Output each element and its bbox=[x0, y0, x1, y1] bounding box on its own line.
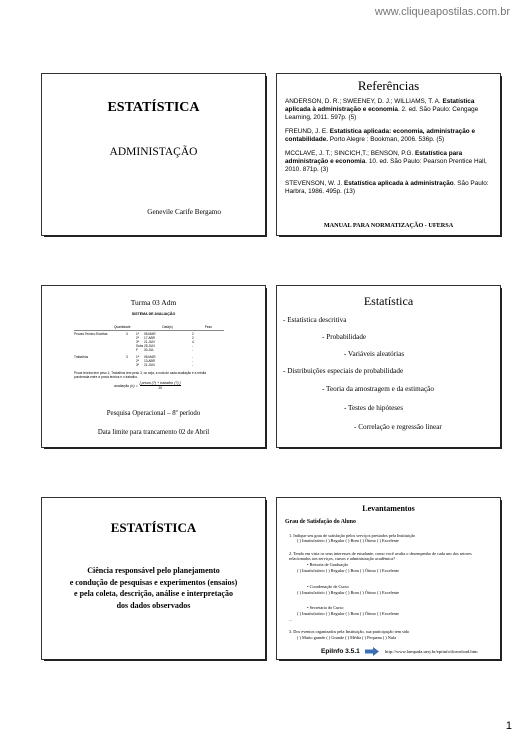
slide6-subtitle: Grau de Satisfação do Aluno bbox=[285, 519, 356, 525]
survey-question: 2. Tendo em vista os seus interesses de estudante, como você avalia o desempenho de cada um dos setores relacionados aos serviços, cursos e administração acadêmica? bbox=[289, 551, 472, 562]
topic-item: - Testes de hipóteses bbox=[344, 404, 404, 412]
slide1-subtitle: ADMINISTAÇÃO bbox=[109, 146, 198, 158]
survey-section: • Reitoria de Graduação bbox=[307, 562, 349, 567]
survey-options: ( ) Insatisfatório ( ) Regular ( ) Bom ( ) Ótimo ( ) Excelente bbox=[297, 611, 399, 616]
slide2-title: Referências bbox=[357, 78, 420, 93]
arrow-right-icon bbox=[365, 647, 379, 656]
slide5-body: Ciência responsável pelo planejamento e condução de pesquisas e experimentos (ensaios) e pela coleta, descrição, análise e interpretação dos dados observados bbox=[69, 566, 238, 610]
reference-item: FREUND, J. E. Estatística aplicada: economia, administração e contabilidade. Porto Alegre : Bookman, 2006. 536p. (5) bbox=[285, 128, 476, 143]
slide3-line2: Data limite para trancamento 02 de Abril bbox=[97, 429, 210, 436]
survey-options: ( ) Insatisfatório ( ) Regular ( ) Bom ( ) Ótimo ( ) Excelente bbox=[297, 538, 399, 543]
survey-section: • Coordenação de Curso bbox=[307, 584, 349, 589]
reference-item: STEVENSON, W. J. Estatística aplicada à administração. São Paulo: Harbra, 1986. 495p. (13) bbox=[285, 180, 489, 195]
survey-options: ( ) Muito grande ( ) Grande ( ) Média ( ) Pequena ( ) Nula bbox=[297, 635, 397, 640]
slide4-title: Estatística bbox=[363, 294, 414, 308]
slide-definition bbox=[42, 498, 265, 659]
slide1-author: Genevile Carife Bergamo bbox=[147, 208, 221, 216]
table-row: 3ª 21.JUN 4 bbox=[136, 340, 194, 344]
evaluation-table bbox=[74, 325, 224, 390]
table-row: 2ª 13.ABR - bbox=[136, 359, 194, 363]
download-link[interactable]: http://www.lampada.uerj.br/epiinfo/download.htm bbox=[385, 649, 478, 654]
topic-item: - Correlação e regressão linear bbox=[354, 423, 442, 431]
survey-ellipsis: ... bbox=[289, 617, 293, 622]
table-title: SISTEMA DE AVALIAÇÃO bbox=[131, 312, 176, 316]
survey-section: • Secretaria do Curso bbox=[307, 605, 344, 610]
slide3-line1: Pesquisa Operacional – 8º período bbox=[106, 410, 201, 417]
table-header: Quantidade Data(s) Peso bbox=[114, 325, 212, 329]
table-row: Subs 25.JUN - bbox=[136, 344, 194, 348]
evaluation-formula: avaliação (n) = [ prova (?) + trabalho (?) ] 10 bbox=[114, 381, 181, 390]
reference-item: ANDERSON, D. R.; SWEENEY, D. J.; WILLIAMS, T. A. Estatística aplicada à administração e economia. 2. ed. São Paulo: Cengage Learning, 2011. 597p. (5) bbox=[285, 98, 479, 121]
slide3-title: Turma 03 Adm bbox=[130, 298, 177, 307]
topic-item: - Variáveis aleatórias bbox=[344, 350, 405, 358]
table-row: 2ª 17.ABR 2 bbox=[136, 336, 194, 340]
slide6-title: Levantamentos bbox=[362, 504, 415, 513]
slide-topics bbox=[277, 286, 500, 447]
slide5-title: ESTATÍSTICA bbox=[110, 520, 197, 535]
slide-title bbox=[42, 74, 265, 235]
page-number: 1 bbox=[505, 720, 512, 732]
slide-class-info bbox=[42, 286, 265, 447]
reference-item: MCCLAVE, J. T.; SINCICH,T.; BENSON, P.G. Estatística para administração e economia. 10. ed. São Paulo: Pearson Prentice Hall, 2010. 871p. (3) bbox=[285, 150, 487, 173]
topic-item: - Distribuições especiais de probabilidade bbox=[283, 367, 404, 375]
table-row: Trabalhos 3 1ª 06.MAR - bbox=[74, 355, 194, 359]
evaluation-note: Prova teórica tem peso 1; Trabalhos tem peso 3, ou seja, a nota de cada avaliação é a média ponderada entre a prova teórica e o trabalho. bbox=[74, 371, 207, 379]
slide1-title: ESTATÍSTICA bbox=[107, 100, 200, 115]
topic-item: - Teoria da amostragem e da estimação bbox=[322, 385, 434, 393]
survey-question: 1. Indique seu grau de satisfação pelos serviços prestados pela Instituição bbox=[289, 533, 416, 538]
slide-survey bbox=[277, 498, 500, 659]
software-name: EpiInfo 3.5.1 bbox=[321, 648, 360, 655]
survey-options: ( ) Insatisfatório ( ) Regular ( ) Bom ( ) Ótimo ( ) Excelente bbox=[297, 590, 399, 595]
slide-references bbox=[277, 74, 500, 235]
table-row: Provas Teórico-Escritas 3 1ª 06.MAR 2 bbox=[74, 332, 194, 336]
survey-question: 3. Dos eventos organizados pela Instituição, sua participação tem sido bbox=[289, 629, 410, 634]
table-row: F 30.JUL - bbox=[136, 348, 194, 352]
site-watermark: www.cliqueapostilas.com.br bbox=[374, 6, 510, 18]
slide2-footer: MANUAL PARA NORMATIZAÇÃO - UFERSA bbox=[323, 222, 454, 229]
survey-options: ( ) Insatisfatório ( ) Regular ( ) Bom ( ) Ótimo ( ) Excelente bbox=[297, 568, 399, 573]
table-row: 3ª 21.JUN - bbox=[136, 363, 194, 367]
topic-item: - Probabilidade bbox=[322, 333, 367, 341]
topic-item: - Estatística descritiva bbox=[283, 316, 347, 324]
